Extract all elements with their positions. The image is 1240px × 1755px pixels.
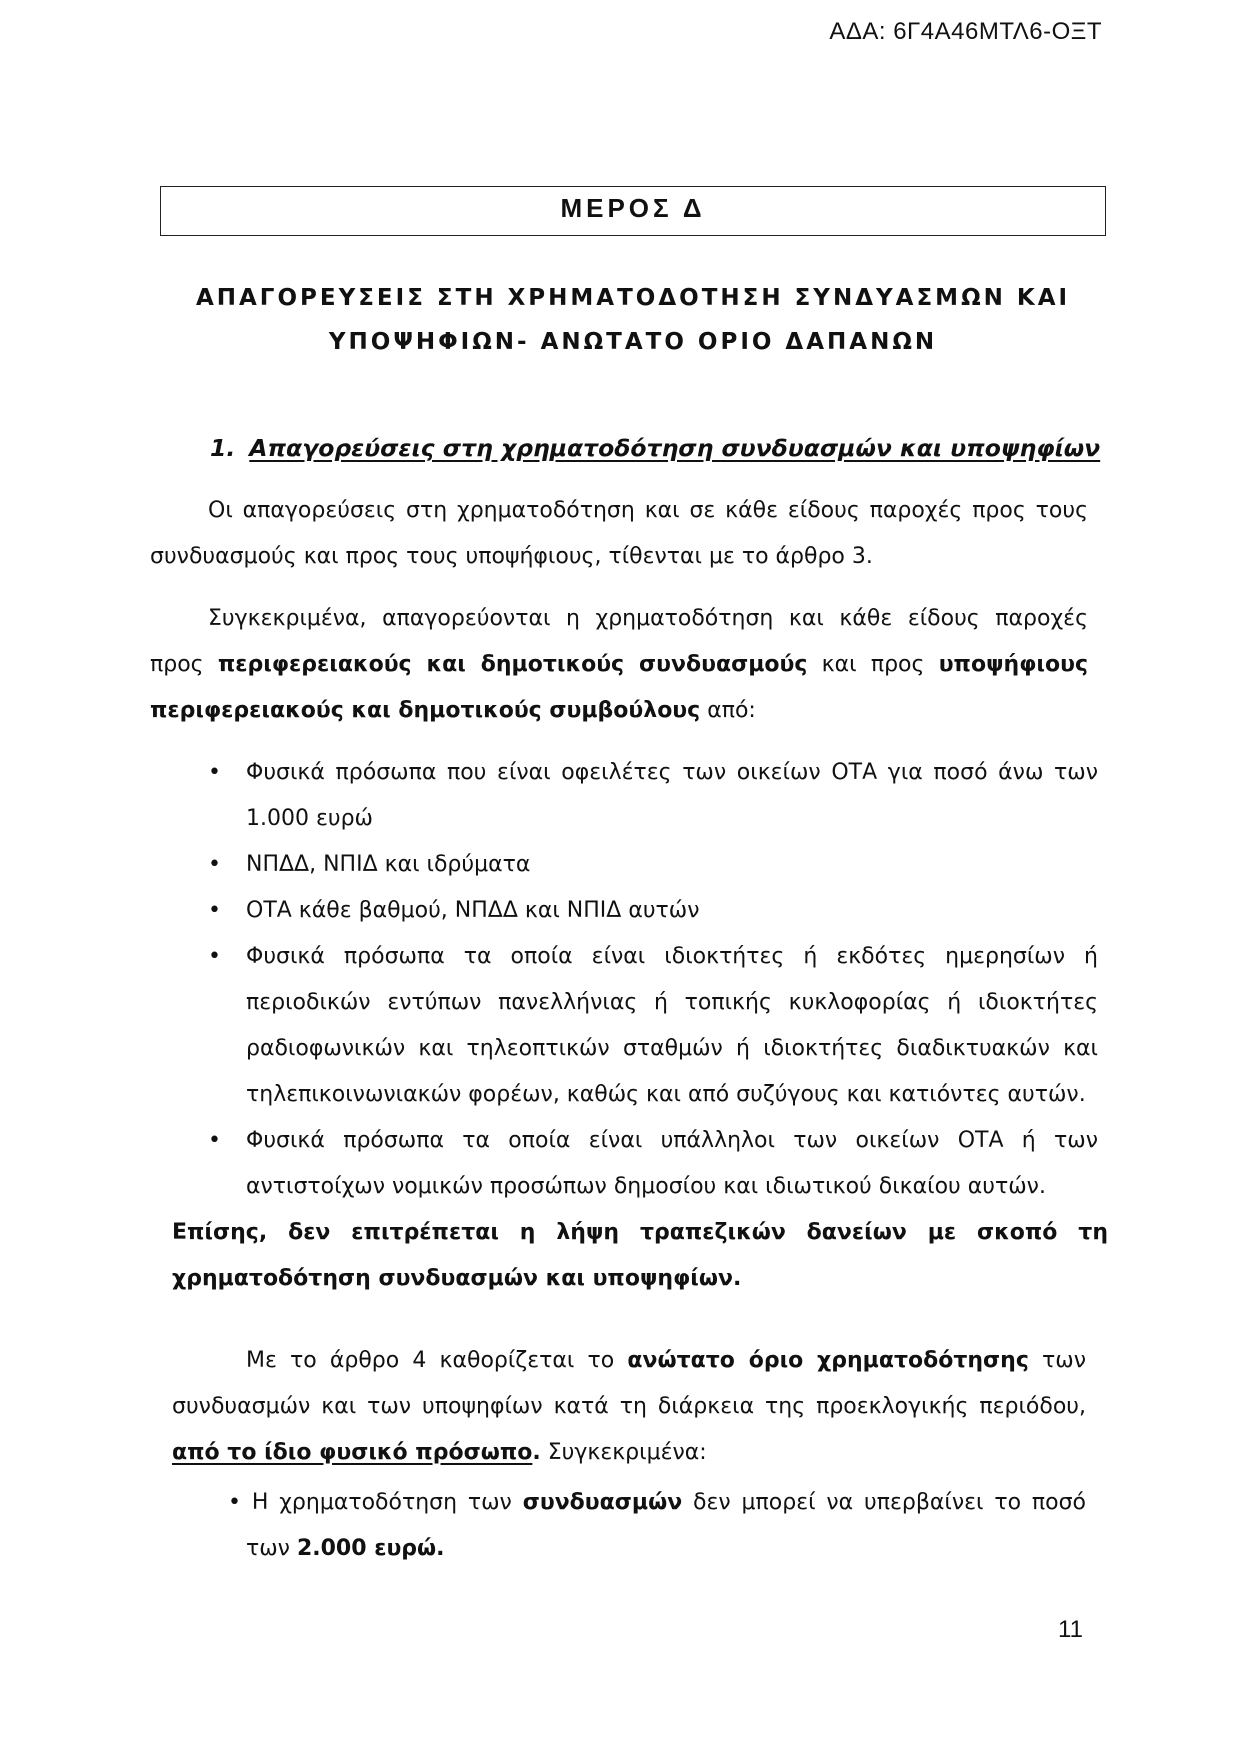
last-bullet-bold-a: συνδυασμών <box>522 1490 683 1515</box>
list-item-last <box>208 1480 1086 1572</box>
paragraph-2-bold-a: περιφερειακούς και δημοτικούς συνδυασμούς <box>217 652 808 677</box>
paragraph-2 <box>150 596 1088 734</box>
last-bullet-text-b: δεν μπορεί να υπερβαίνει το ποσό των <box>246 1490 1086 1561</box>
paragraph-4-bold-underline: από το ίδιο φυσικό πρόσωπο <box>172 1440 533 1465</box>
main-title-line-1: ΑΠΑΓΟΡΕΥΣΕΙΣ ΣΤΗ ΧΡΗΜΑΤΟΔΟΤΗΣΗ ΣΥΝΔΥΑΣΜΩΝ ΚΑΙ <box>195 285 1071 311</box>
paragraph-4-bold-a: ανώτατο όριο χρηματοδότησης <box>627 1348 1029 1373</box>
page-number: 11 <box>1058 1616 1083 1643</box>
paragraph-4-bold-dot: . <box>532 1440 541 1465</box>
paragraph-4-text-a: Με το άρθρο 4 καθορίζεται το <box>246 1348 628 1373</box>
main-title-line-2: ΥΠΟΨΗΦΙΩΝ- ΑΝΩΤΑΤΟ ΟΡΙΟ ΔΑΠΑΝΩΝ <box>328 329 938 355</box>
paragraph-2-bold-b: υποψήφιους περιφερειακούς και δημοτικούς συμβούλους <box>150 652 1088 723</box>
part-title: ΜΕΡΟΣ Δ <box>560 193 706 223</box>
section-number: 1. <box>210 434 236 462</box>
section-heading <box>210 434 1100 462</box>
bullet-icon: • <box>208 1128 221 1153</box>
paragraph-1: Οι απαγορεύσεις στη χρηματοδότηση και σε κάθε είδους παροχές προς τους συνδυασμούς και προς τους υποψήφιους, τίθενται με το άρθρο 3. <box>150 498 1088 569</box>
bullet-icon: • <box>228 1490 252 1515</box>
list-item-text: Φυσικά πρόσωπα τα οποία είναι υπάλληλοι των οικείων ΟΤΑ ή των αντιστοίχων νομικών προσώπων δημοσίου και ιδιωτικού δικαίου αυτών. <box>246 1128 1098 1199</box>
list-item-text: Φυσικά πρόσωπα που είναι οφειλέτες των οικείων ΟΤΑ για ποσό άνω των 1.000 ευρώ <box>246 760 1098 831</box>
last-bullet-text-a: Η χρηματοδότηση των <box>251 1490 523 1515</box>
list-item-text: Φυσικά πρόσωπα τα οποία είναι ιδιοκτήτες ή εκδότες ημερησίων ή περιοδικών εντύπων πανελλήνιας ή τοπικής κυκλοφορίας ή ιδιοκτήτες ραδιοφωνικών και τηλεοπτικών σταθμών ή ιδιοκτήτες διαδικτυακών και τηλεπικοινωνιακών φορέων, καθώς και από συζύγους και κατιόντες αυτών. <box>246 944 1098 1107</box>
last-bullet-bold-b: 2.000 ευρώ. <box>296 1536 445 1561</box>
ada-code: ΑΔΑ: 6Γ4Α46ΜΤΛ6-ΟΞΤ <box>829 18 1102 45</box>
paragraph-4-text-b: των συνδυασμών και των υποψηφίων κατά τη διάρκεια της προεκλογικής περιόδου, <box>172 1348 1086 1419</box>
bullet-icon: • <box>208 760 221 785</box>
bullet-icon: • <box>208 852 221 877</box>
bullet-icon: • <box>208 898 221 923</box>
paragraph-2-text-c: από: <box>700 698 756 723</box>
paragraph-2-text-a: Συγκεκριμένα, απαγορεύονται η χρηματοδότηση και κάθε είδους παροχές προς <box>150 606 1088 677</box>
list-item-text: ΝΠΔΔ, ΝΠΙΔ και ιδρύματα <box>246 852 531 877</box>
paragraph-2-text-b: και προς <box>807 652 939 677</box>
paragraph-3: Επίσης, δεν επιτρέπεται η λήψη τραπεζικών δανείων με σκοπό τη χρηματοδότηση συνδυασμών και υποψηφίων. <box>172 1220 1108 1291</box>
list-item-text: ΟΤΑ κάθε βαθμού, ΝΠΔΔ και ΝΠΙΔ αυτών <box>246 898 700 923</box>
bullet-icon: • <box>208 944 221 969</box>
section-heading-text: Απαγορεύσεις στη χρηματοδότηση συνδυασμών και υποψηφίων <box>249 434 1101 462</box>
paragraph-4 <box>172 1338 1086 1476</box>
part-title-box <box>160 186 1106 236</box>
paragraph-4-text-c: Συγκεκριμένα: <box>540 1440 707 1465</box>
